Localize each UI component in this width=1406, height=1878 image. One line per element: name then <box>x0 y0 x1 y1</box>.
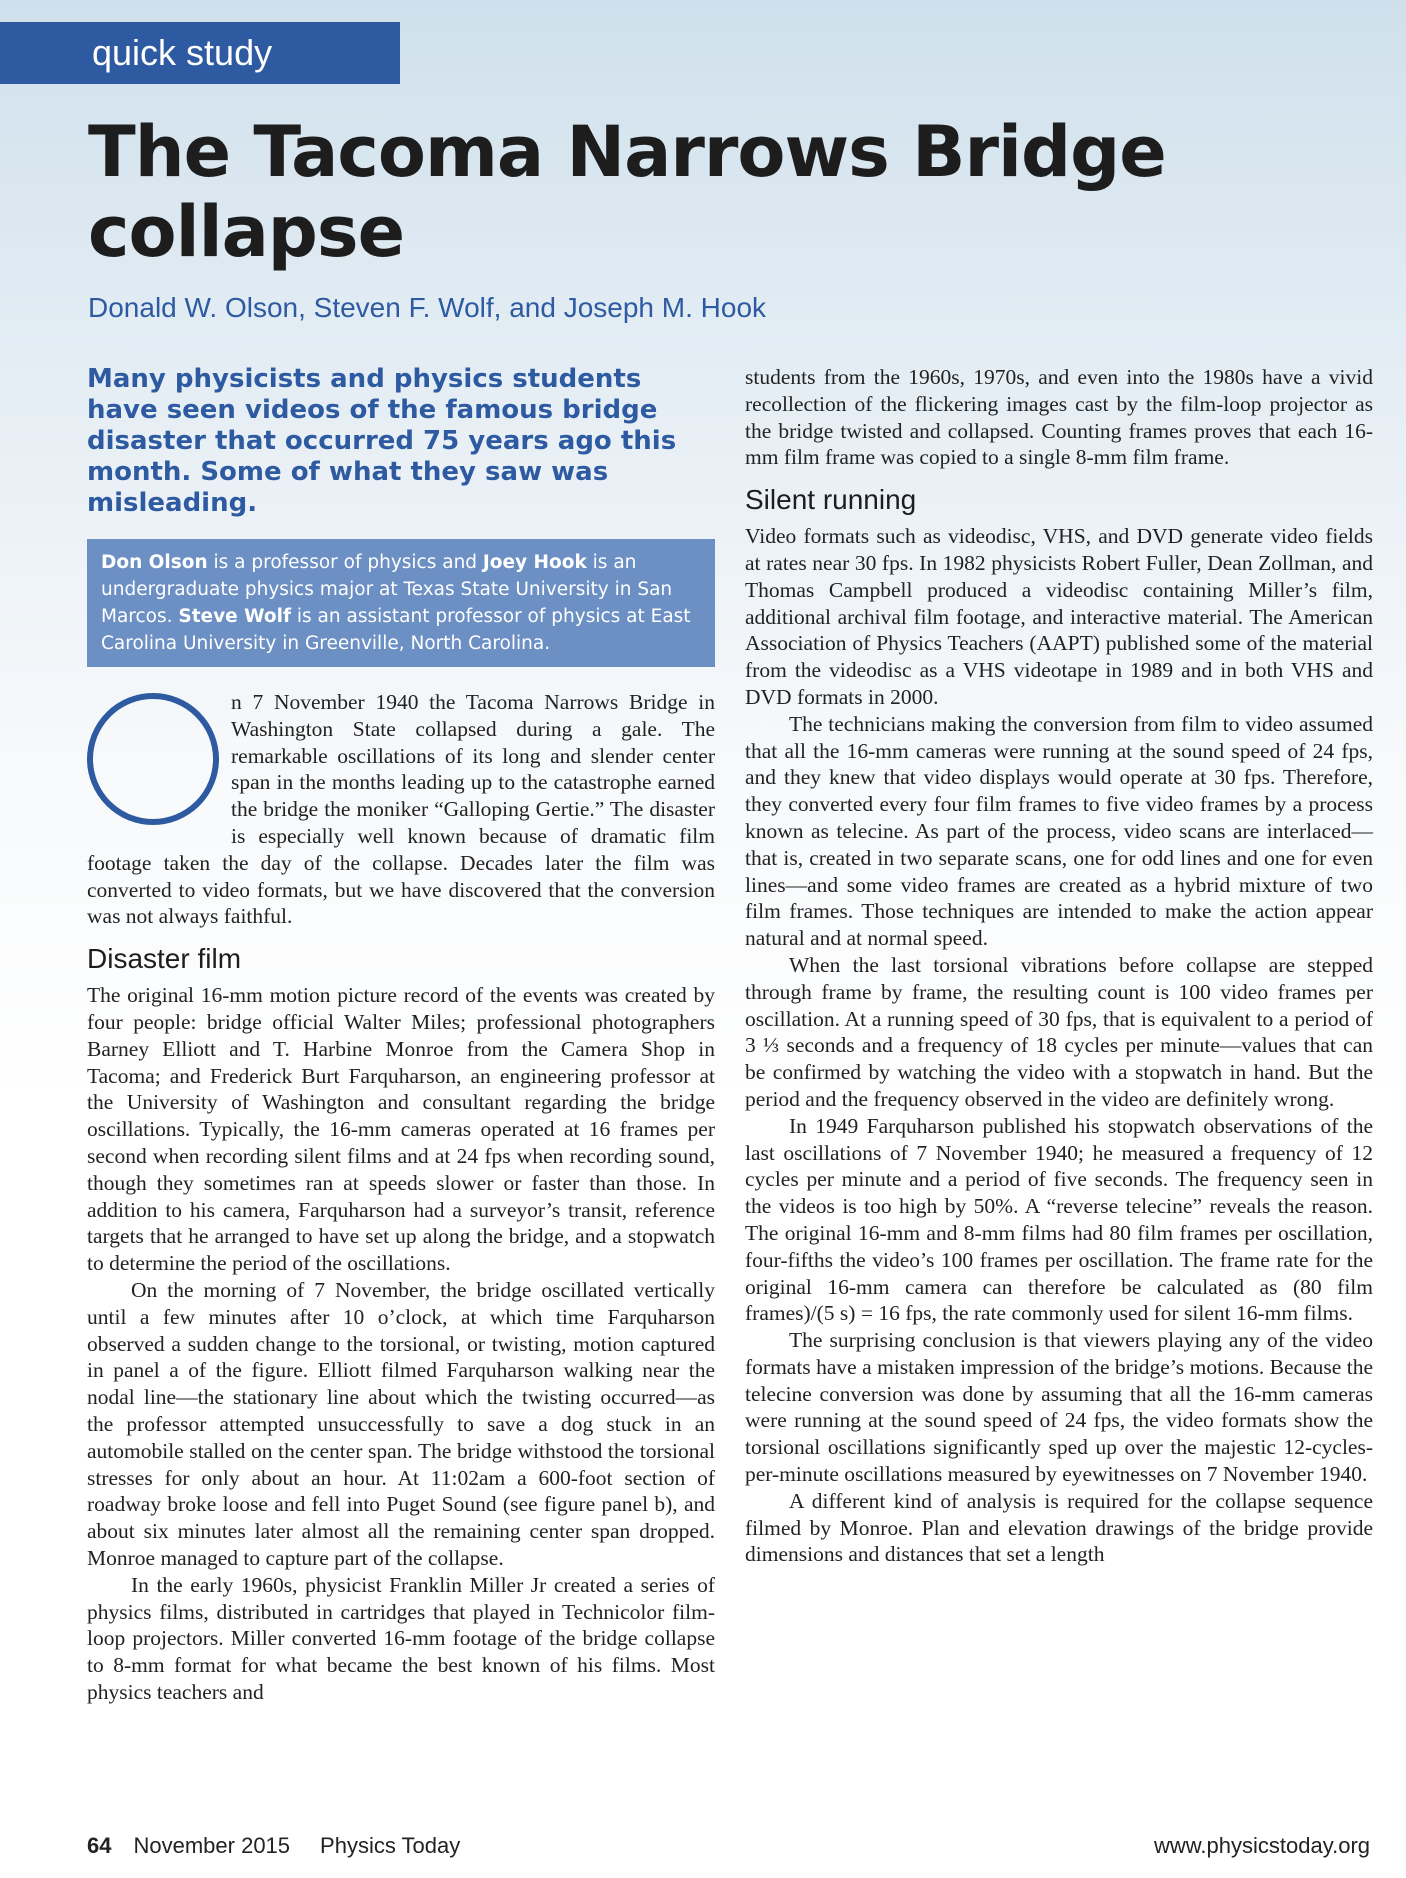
left-body <box>87 689 715 1706</box>
paragraph: In the early 1960s, physicist Franklin Miller Jr created a series of physics films, distributed in cartridges that played in Technicolor film-loop projectors. Miller converted 16-mm footage of the bridge collapse to 8-mm format for what became the best known of his films. Most physics teachers and <box>87 1572 715 1704</box>
bio-name-wolf: Steve Wolf <box>178 606 291 627</box>
dropcap-o <box>87 693 219 825</box>
issue-date: November 2015 <box>133 1833 291 1858</box>
paragraph: Video formats such as videodisc, VHS, and DVD generate video fields at rates near 30 fps. In 1982 physicists Robert Fuller, Dean Zollman, and Thomas Campbell produced a videodisc containing Miller’s film, additional archival film footage, and interactive material. The American Association of Physics Teachers (AAPT) published some of the material from the videodisc as a VHS videotape in 1989 and in both VHS and DVD formats in 2000. <box>745 524 1373 709</box>
section-tag: quick study <box>0 22 400 84</box>
author-byline: Donald W. Olson, Steven F. Wolf, and Joseph M. Hook <box>88 292 767 323</box>
bio-text-2: is an undergraduate physics major at Texas State University in San Marcos. <box>101 552 673 627</box>
lead-paragraph <box>87 689 715 930</box>
bio-text-1: is a professor of physics and <box>207 552 483 573</box>
paragraph: When the last torsional vibrations before collapse are stepped through frame by frame, the resulting count is 100 video frames per oscillation. At a running speed of 30 fps, that is equivalent to a period of 3 ⅓ seconds and a frequency of 18 cycles per minute—values that can be confirmed by watching the video with a stopwatch in hand. But the period and the frequency observed in the video are definitely wrong. <box>745 952 1373 1111</box>
author-bio-box <box>87 539 715 667</box>
left-column <box>87 364 715 1706</box>
article-deck: Many physicists and physics students have seen videos of the famous bridge disaster that occurred 75 years ago this month. Some of what they saw was misleading. <box>87 364 677 518</box>
paragraph: On the morning of 7 November, the bridge oscillated vertically until a few minutes after 10 o’clock, at which time Farquharson observed a sudden change to the torsional, or twisting, motion captured in panel a of the figure. Elliott filmed Farquharson walking near the nodal line—the stationary line about which the twisting occurred—as the professor attempted unsuccessfully to save a dog stuck in an automobile stalled on the center span. The bridge withstood the torsional stresses for only about an hour. At 11:02am a 600-foot section of roadway broke loose and fell into Puget Sound (see figure panel b), and about six minutes later almost all the remaining center span dropped. Monroe managed to capture part of the collapse. <box>87 1277 715 1570</box>
page-footer <box>87 1833 1370 1859</box>
paragraph: students from the 1960s, 1970s, and even into the 1980s have a vivid recollection of the flickering images cast by the film-loop projector as the bridge twisted and collapsed. Counting frames proves that each 16-mm film frame was copied to a single 8-mm film frame. <box>745 365 1373 470</box>
article-title: The Tacoma Narrows Bridge collapse <box>88 111 1166 273</box>
bio-name-olson: Don Olson <box>101 552 208 573</box>
paragraph: The original 16-mm motion picture record of the events was created by four people: bridge official Walter Miles; professional photographers Barney Elliott and T. Harbine Monroe from the Camera Shop in Tacoma; and Frederick Burt Farquharson, an engineering professor at the University of Washington and consultant regarding the bridge oscillations. Typically, the 16-mm cameras operated at 16 frames per second when recording silent films and at 24 fps when recording sound, though they sometimes ran at speeds slower or faster than those. In addition to his camera, Farquharson had a surveyor’s transit, reference targets that he arranged to have set up along the bridge, and a stopwatch to determine the period of the oscillations. <box>87 983 715 1276</box>
heading-disaster-film: Disaster film <box>87 943 242 975</box>
lead-paragraph-text: n 7 November 1940 the Tacoma Narrows Bridge in Washington State collapsed during a gale. The remarkable oscillations of its long and slender center span in the months leading up to the catastrophe earned the bridge the moniker “Galloping Gertie.” The disaster is especially well known because of dramatic film footage taken the day of the collapse. Decades later the film was converted to video formats, but we have discovered that the conversion was not always faithful. <box>87 690 715 929</box>
right-body <box>745 364 1373 1568</box>
bio-text-3: is an assistant professor of physics at East Carolina University in Greenville, North Carolina. <box>101 606 691 654</box>
paragraph: The surprising conclusion is that viewers playing any of the video formats have a mistaken impression of the bridge’s motions. Because the telecine conversion was done by assuming that all the 16-mm cameras were running at the sound speed of 24 fps, the video formats show the torsional oscillations significantly sped up over the majestic 12-cycles-per-minute oscillations measured by eyewitnesses on 7 November 1940. <box>745 1328 1373 1487</box>
page-number: 64 <box>87 1833 112 1858</box>
paragraph: In 1949 Farquharson published his stopwatch observations of the last oscillations of 7 November 1940; he measured a frequency of 12 cycles per minute and a period of five seconds. The frequency seen in the videos is too high by 50%. A “reverse telecine” reveals the reason. The original 16-mm and 8-mm films had 80 film frames per oscillation, four-fifths the video’s 100 frames per oscillation. The frame rate for the original 16-mm camera can therefore be calculated as (80 film frames)/(5 s) = 16 fps, the rate commonly used for silent 16-mm films. <box>745 1113 1373 1326</box>
paragraph: The technicians making the conversion from film to video assumed that all the 16-mm cameras were running at the sound speed of 24 fps, and they knew that video displays would operate at 30 fps. Therefore, they converted every four film frames to five video frames by a process known as telecine. As part of the process, video scans are interlaced—that is, created in two separate scans, one for odd lines and one for even lines—and some video frames are created as a hybrid mixture of two film frames. Those techniques are intended to make the action appear natural and at normal speed. <box>745 711 1373 951</box>
bio-name-hook: Joey Hook <box>482 552 587 573</box>
magazine-name: Physics Today <box>320 1833 461 1858</box>
paragraph: A different kind of analysis is required for the collapse sequence filmed by Monroe. Plan and elevation drawings of the bridge provide dimensions and distances that set a length <box>745 1488 1373 1567</box>
magazine-url[interactable]: www.physicstoday.org <box>1153 1833 1370 1858</box>
heading-silent-running: Silent running <box>745 484 917 516</box>
right-column <box>745 364 1373 1568</box>
